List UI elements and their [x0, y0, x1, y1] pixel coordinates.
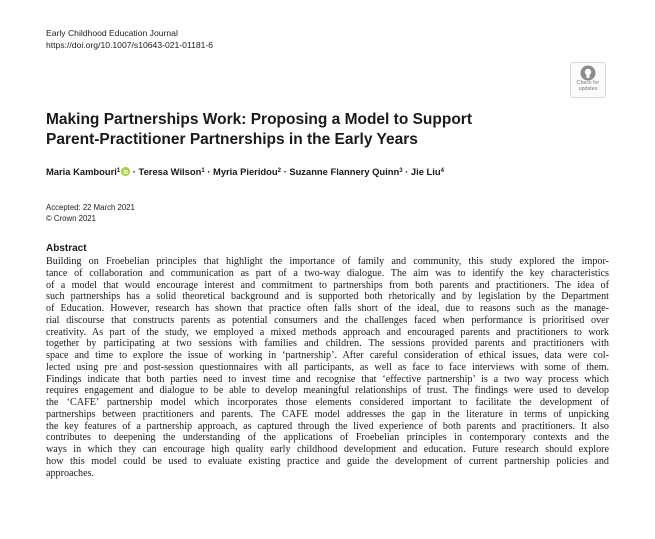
author-name[interactable]: Jie Liu	[410, 166, 441, 177]
abstract-line: Findings indicate that both parties need to invest time and recognise that ‘effective partnership’ is a two way process which	[46, 373, 609, 385]
journal-name: Early Childhood Education Journal	[46, 28, 178, 38]
badge-label-1: Check for	[576, 80, 600, 86]
abstract-line: contributes to deepening the understanding of the applications of Froebelian principles in contemporary contexts and the	[46, 432, 609, 444]
author-separator: ·	[204, 166, 214, 177]
check-for-updates-badge[interactable]	[570, 62, 606, 98]
abstract-line: the ‘CAFE’ partnership model which incorporates those elements considered important to facilitate the development of	[46, 397, 609, 408]
author-name[interactable]: Maria Kambouri	[46, 166, 117, 177]
abstract-line: creativity. As part of the study, we employed a mixed methods approach and encouraged parents and practitioners to work	[46, 326, 609, 338]
abstract-line: the key features of a partnership approach, as captured through the lived experience of both parents and practitioners. It also	[46, 420, 609, 432]
abstract-line: tance of collaboration and communication as part of a two-way dialogue. The aim was to identify the key characteristics	[46, 267, 609, 279]
abstract-line: together by participating at two sessions with families and children. The sessions provided parents and practitioners with	[46, 338, 609, 350]
abstract-line: partnerships between practitioners and parents. The CAFE model addresses the gap in the literature in terms of unpicking	[46, 408, 609, 420]
badge-label-2: updates	[578, 85, 598, 92]
author-affiliation: 1	[116, 168, 121, 174]
abstract-line: of a model that would encourage interest and commitment to partnerships from both parents and practitioners. The idea of	[46, 279, 609, 291]
abstract-line: how this model could be used to evaluate existing practice and guide the development of current partnership policies and	[46, 455, 609, 467]
author-name[interactable]: Suzanne Flannery Quinn	[289, 166, 400, 177]
paper-title	[46, 110, 566, 149]
author-separator: ·	[280, 166, 290, 177]
abstract-line: Building on Froebelian principles that highlight the importance of family and community, this study explored the impor-	[46, 256, 609, 267]
abstract-line: ways in which they can encourage high quality early childhood development and education. Future research should explore	[46, 444, 609, 455]
accepted-date: Accepted: 22 March 2021	[46, 203, 135, 212]
abstract-line: space and time to explore the issue of working in ‘partnership’. After careful consideration of ethical issues, data were col-	[46, 350, 609, 361]
abstract-line: lected using pre and post-session questionnaires with all participants, as well as face to face interviews with some of them.	[46, 361, 609, 373]
journal-header	[46, 27, 213, 51]
abstract-heading: Abstract	[46, 243, 87, 254]
author-name[interactable]: Teresa Wilson	[138, 166, 202, 177]
abstract-line: such partnerships has a solid theoretical background and is supported both rhetorically and by legislation by the Department	[46, 291, 609, 303]
author-list	[46, 166, 444, 177]
author-affiliation: 1	[201, 168, 205, 174]
journal-doi[interactable]: https://doi.org/10.1007/s10643-021-01181-6	[46, 40, 214, 50]
abstract-line: requires engagement and dialogue to be able to develop meaningful relationships of trust. The findings were used to develop	[46, 385, 609, 397]
check-for-updates-icon	[580, 65, 596, 81]
author-affiliation: 4	[440, 168, 444, 174]
title-line-2: Parent-Practitioner Partnerships in the Early Years	[46, 130, 418, 148]
article-meta	[46, 203, 135, 224]
abstract-line: approaches.	[46, 467, 95, 479]
orcid-icon[interactable]	[121, 167, 130, 176]
title-line-1: Making Partnerships Work: Proposing a Model to Support	[46, 111, 472, 128]
author-separator: ·	[402, 166, 411, 177]
author-affiliation: 2	[277, 168, 281, 174]
abstract-line: of Education. However, research has shown that practice often falls short of the ideal, due to reasons such as the manage-	[46, 303, 609, 314]
copyright: © Crown 2021	[46, 213, 96, 223]
author-name[interactable]: Myria Pieridou	[213, 166, 278, 177]
author-affiliation: 3	[399, 168, 403, 174]
abstract-line: rial discourse that constructs parents as potential consumers and the challenges faced when performance is prioritised over	[46, 314, 609, 326]
author-separator: ·	[130, 166, 139, 177]
abstract-body	[46, 256, 609, 479]
